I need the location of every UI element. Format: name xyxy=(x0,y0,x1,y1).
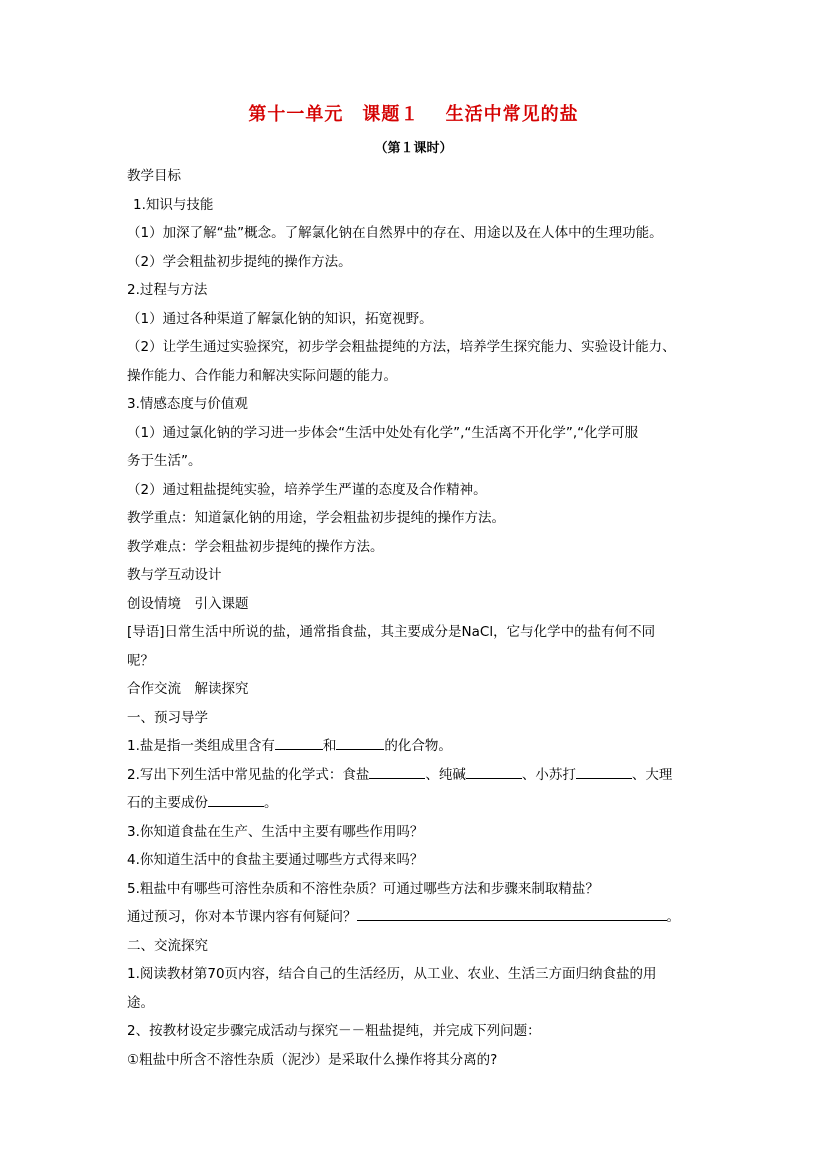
answer-blank[interactable] xyxy=(336,735,384,750)
paragraph-line: 教学重点：知道氯化钠的用途，学会粗盐初步提纯的操作方法。 xyxy=(127,510,505,526)
question-5: 5.粗盐中有哪些可溶性杂质和不溶性杂质？可通过哪些方法和步骤来制取精盐？ xyxy=(127,880,599,897)
answer-blank[interactable] xyxy=(466,764,522,779)
paragraph-line: [导语]日常生活中所说的盐，通常指食盐，其主要成分是NaCl，它与化学中的盐有何不同 xyxy=(127,624,656,640)
question-3: 3.你知道食盐在生产、生活中主要有哪些作用吗？ xyxy=(127,823,424,840)
paragraph-line: （2）学会粗盐初步提纯的操作方法。 xyxy=(127,253,352,270)
section-heading: 教学目标 xyxy=(127,168,181,184)
answer-blank[interactable] xyxy=(275,735,323,750)
paragraph-line: 教学难点：学会粗盐初步提纯的操作方法。 xyxy=(127,538,384,555)
paragraph-line: 途。 xyxy=(127,994,154,1011)
paragraph-line: （1）加深了解“盐”概念。了解氯化钠在自然界中的存在、用途以及在人体中的生理功能。 xyxy=(127,225,663,241)
document-title: 第十一单元 课题１ 生活中常见的盐 xyxy=(248,104,579,125)
paragraph-line: （1）通过各种渠道了解氯化钠的知识，拓宽视野。 xyxy=(127,310,433,327)
section-heading: 一、预习导学 xyxy=(127,709,208,726)
question-4: 4.你知道生活中的食盐主要通过哪些方式得来吗？ xyxy=(127,852,424,868)
paragraph-line: ①粗盐中所含不溶性杂质（泥沙）是采取什么操作将其分离的? xyxy=(127,1051,498,1068)
paragraph-line: 务于生活”。 xyxy=(127,453,202,469)
sub-heading: 1.知识与技能 xyxy=(133,196,214,213)
paragraph-line: 2、按教材设定步骤完成活动与探究－－粗盐提纯，并完成下列问题： xyxy=(127,1023,541,1039)
question-1: 1.盐是指一类组成里含有 和 的化合物。 xyxy=(127,732,712,761)
paragraph-line: 操作能力、合作能力和解决实际问题的能力。 xyxy=(127,367,397,384)
section-heading: 二、交流探究 xyxy=(127,937,208,954)
answer-blank[interactable] xyxy=(208,792,264,807)
document-subtitle: （第１课时） xyxy=(374,141,453,156)
answer-blank[interactable] xyxy=(576,764,632,779)
paragraph-line: （2）让学生通过实验探究，初步学会粗盐提纯的方法，培养学生探究能力、实验设计能力、 xyxy=(127,339,676,355)
answer-blank[interactable] xyxy=(369,764,425,779)
paragraph-line: 呢？ xyxy=(127,652,154,669)
question-2: 2.写出下列生活中常见盐的化学式：食盐 、纯碱 、小苏打 、大理 xyxy=(127,761,712,790)
section-heading: 合作交流 解读探究 xyxy=(127,681,249,697)
document-body xyxy=(127,162,712,1074)
section-heading: 教与学互动设计 xyxy=(127,567,222,583)
section-heading: 创设情境 引入课题 xyxy=(127,595,249,612)
preview-question: 通过预习，你对本节课内容有何疑问？ 。 xyxy=(127,903,712,932)
question-2-cont: 石的主要成份 。 xyxy=(127,789,712,818)
paragraph-line: 1.阅读教材第70页内容，结合自己的生活经历，从工业、农业、生活三方面归纳食盐的用 xyxy=(127,966,657,982)
sub-heading: 3.情感态度与价值观 xyxy=(127,396,248,412)
answer-blank[interactable] xyxy=(357,906,667,921)
sub-heading: 2.过程与方法 xyxy=(127,282,208,298)
paragraph-line: （2）通过粗盐提纯实验，培养学生严谨的态度及合作精神。 xyxy=(127,481,487,498)
paragraph-line: （1）通过氯化钠的学习进一步体会“生活中处处有化学”,“生活离不开化学”,“化学可服 xyxy=(127,424,639,441)
